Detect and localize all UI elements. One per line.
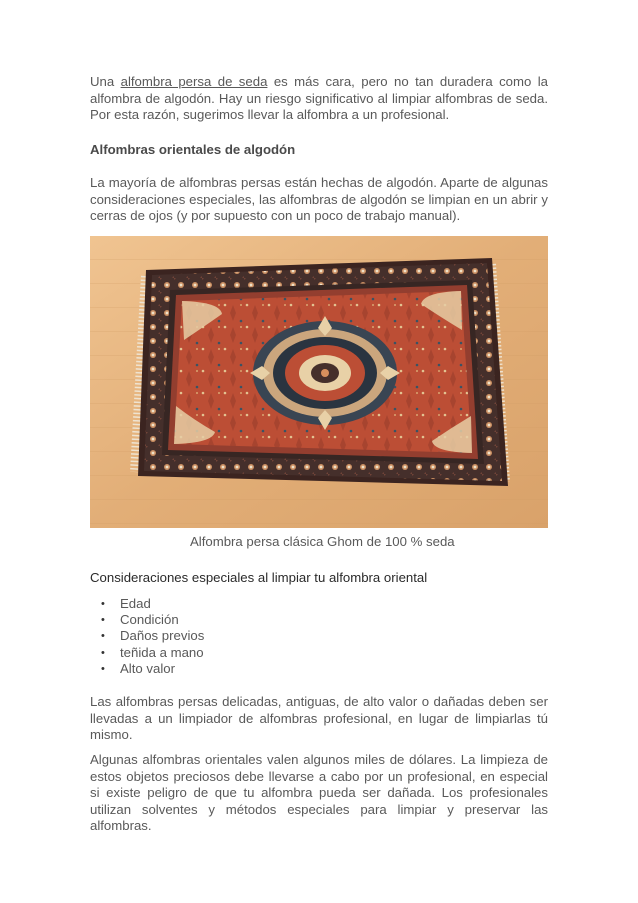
list-item: • Condición xyxy=(101,612,179,628)
image-caption: Alfombra persa clásica Ghom de 100 % seda xyxy=(190,534,455,549)
silk-rug-link[interactable]: alfombra persa de seda xyxy=(120,74,268,89)
bullet-icon: • xyxy=(101,662,105,675)
valuable-rugs-paragraph: Algunas alfombras orientales valen algunos miles de dólares. La limpieza de estos objetos preciosos debe llevarse a cabo por un profesional, en especial si existe peligro de que tu alfombra pueda ser dañada. Los profesionales utilizan solventes y métodos especiales para limpiar y preservar las alfombras. xyxy=(90,752,548,834)
list-item: • Edad xyxy=(101,596,151,611)
intro-paragraph: Una alfombra persa de seda es más cara, pero no tan duradera como la alfombra de algodón. Hay un riesgo significativo al limpiar alfombras de seda. Por esta razón, sugerimos llevar la alfombra a un profesional. xyxy=(90,74,548,123)
considerations-list xyxy=(90,596,204,677)
cotton-paragraph: La mayoría de alfombras persas están hechas de algodón. Aparte de algunas consideraciones especiales, las alfombras de algodón se limpian en un abrir y cerras de ojos (y por supuesto con un poco de trabajo manual). xyxy=(90,175,548,224)
list-item: • teñida a mano xyxy=(101,644,204,660)
section-heading: Alfombras orientales de algodón xyxy=(90,142,296,157)
bullet-icon: • xyxy=(101,614,105,627)
persian-rug-photo xyxy=(90,236,548,528)
bullet-icon: • xyxy=(101,630,105,643)
delicate-rugs-paragraph: Las alfombras persas delicadas, antiguas, de alto valor o dañadas deben ser llevadas a un limpiador de alfombras profesional, en lugar de limpiarlas tú mismo. xyxy=(90,694,548,743)
list-item: • Daños previos xyxy=(101,628,205,644)
bullet-icon: • xyxy=(101,598,105,610)
considerations-heading: Consideraciones especiales al limpiar tu alfombra oriental xyxy=(90,570,428,585)
list-item: • Alto valor xyxy=(101,660,175,676)
bullet-icon: • xyxy=(101,646,105,659)
